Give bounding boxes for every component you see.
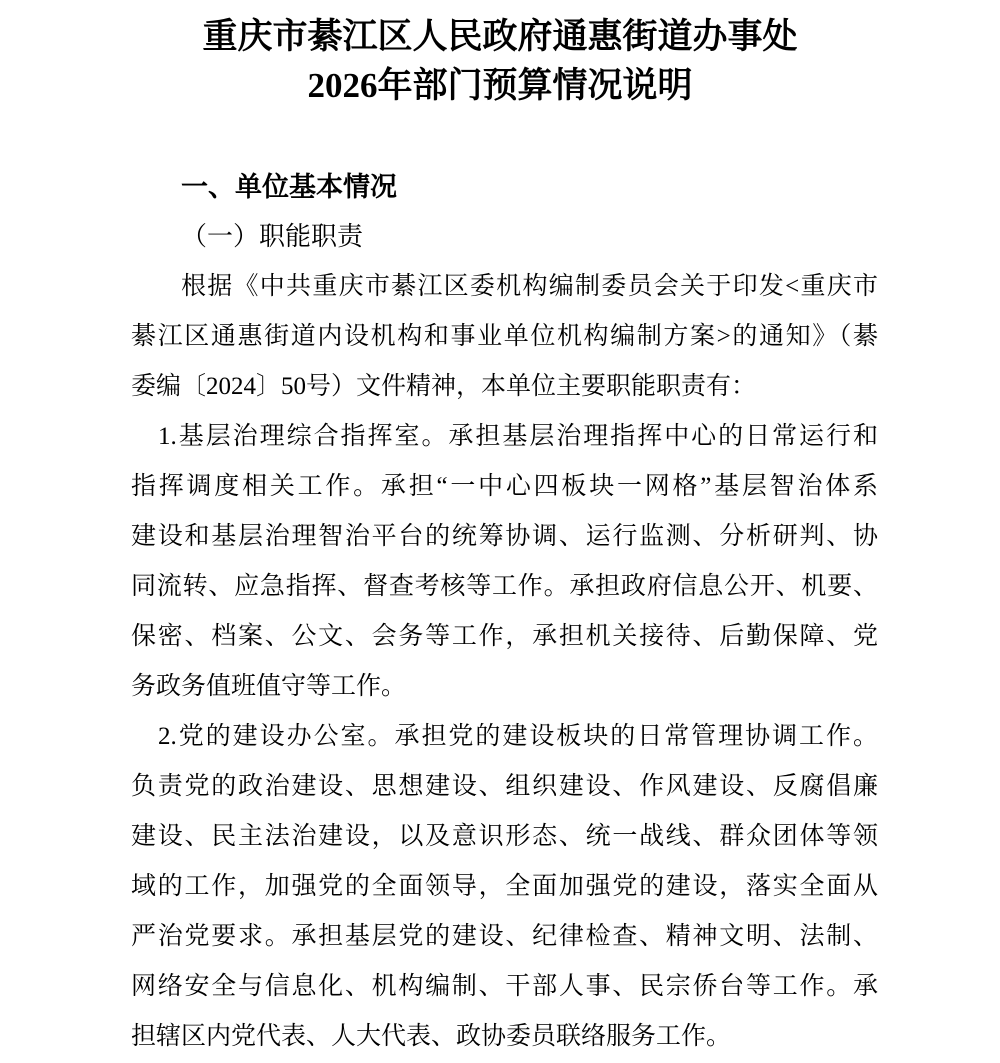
text-line: 网络安全与信息化、机构编制、干部人事、民宗侨台等工作。承 [131,973,878,1000]
paragraph-intro [131,262,878,412]
paragraph-duty-1 [131,412,878,712]
text-line: 委编〔2024〕50号）文件精神，本单位主要职能职责有： [131,373,757,400]
text-line: 根据《中共重庆市綦江区委机构编制委员会关于印发<重庆市 [181,273,878,300]
text-line: 担辖区内党代表、人大代表、政协委员联络服务工作。 [131,1023,732,1050]
text-line: 严治党要求。承担基层党的建设、纪律检查、精神文明、法制、 [131,923,878,950]
section-heading-basic-info: 一、单位基本情况 [181,172,397,202]
text-line: 负责党的政治建设、思想建设、组织建设、作风建设、反腐倡廉 [131,773,878,800]
text-line: 綦江区通惠街道内设机构和事业单位机构编制方案>的通知》（綦 [131,323,878,350]
text-line: 同流转、应急指挥、督查考核等工作。承担政府信息公开、机要、 [131,573,878,600]
document-body [131,162,878,1062]
subsection-heading-duties: （一）职能职责 [181,222,364,251]
text-line: 指挥调度相关工作。承担“一中心四板块一网格”基层智治体系 [131,473,878,500]
text-line: 2.党的建设办公室。承担党的建设板块的日常管理协调工作。 [158,723,878,750]
text-line: 建设、民主法治建设，以及意识形态、统一战线、群众团体等领 [131,823,878,850]
text-line: 保密、档案、公文、会务等工作，承担机关接待、后勤保障、党 [131,623,878,650]
text-line: 建设和基层治理智治平台的统筹协调、运行监测、分析研判、协 [131,523,878,550]
text-line: 1.基层治理综合指挥室。承担基层治理指挥中心的日常运行和 [158,423,878,450]
text-line: 务政务值班值守等工作。 [131,673,407,700]
paragraph-duty-2 [131,712,878,1062]
document-title [0,0,1000,110]
text-line: 域的工作，加强党的全面领导，全面加强党的建设，落实全面从 [131,873,878,900]
document-title-line1: 重庆市綦江区人民政府通惠街道办事处 [202,17,798,56]
document-title-line2: 2026年部门预算情况说明 [307,66,693,105]
